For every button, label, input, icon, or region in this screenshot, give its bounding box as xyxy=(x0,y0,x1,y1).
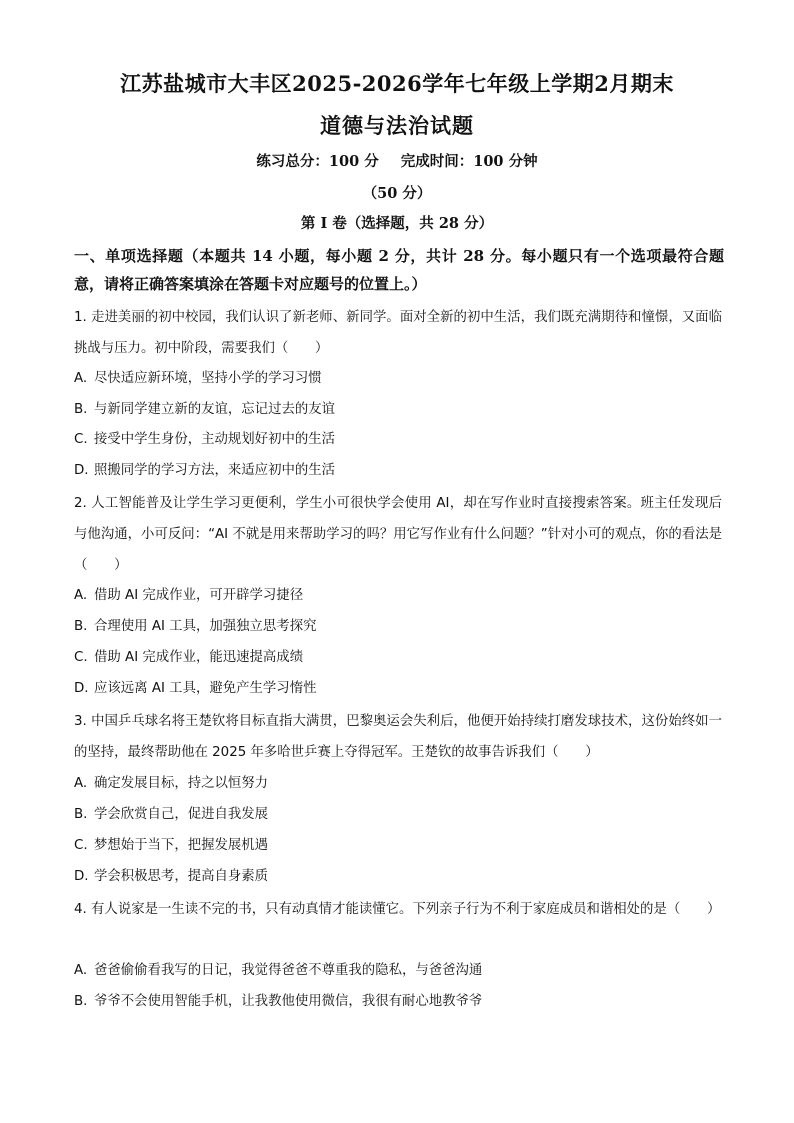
option-text: 借助 AI 完成作业，可开辟学习捷径 xyxy=(94,588,304,603)
question-option xyxy=(74,679,722,699)
question-stem: 4. 有人说家是一生读不完的书，只有动真情才能读懂它。下列亲子行为不利于家庭成员和谐相处的是（ ） xyxy=(74,902,721,917)
option-key: D. xyxy=(74,869,89,884)
question-stem: 2. 人工智能普及让学生学习更便利，学生小可很快学会使用 AI，却在写作业时直接搜索答案。班主任发现后与他沟通，小可反问：“AI 不就是用来帮助学习的吗？用它写作业有什么问题？”针对小可的观点，你的看法是（ ） xyxy=(74,496,722,573)
option-key: A. xyxy=(74,963,88,978)
option-key: B. xyxy=(74,807,88,822)
section-instruction: 一、单项选择题（本题共 14 小题，每小题 2 分，共计 28 分。每小题只有一个选项最符合题意，请将正确答案填涂在答题卡对应题号的位置上。） xyxy=(74,247,724,293)
question-option xyxy=(74,461,722,481)
question-option xyxy=(74,617,722,637)
volume-heading: 第 I 卷（选择题，共 28 分） xyxy=(300,215,494,232)
question-option xyxy=(74,400,722,420)
option-text: 应该远离 AI 工具，避免产生学习惰性 xyxy=(94,681,317,696)
total-score: 练习总分：100 分 xyxy=(256,153,379,170)
option-text: 照搬同学的学习方法，来适应初中的生活 xyxy=(94,463,336,478)
question-option xyxy=(74,867,722,887)
question-option xyxy=(74,992,722,1012)
exam-time: 完成时间：100 分钟 xyxy=(400,153,538,170)
option-key: C. xyxy=(74,432,88,447)
question-option xyxy=(74,774,722,794)
option-key: B. xyxy=(74,619,88,634)
option-text: 接受中学生身份，主动规划好初中的生活 xyxy=(94,432,336,447)
option-key: D. xyxy=(74,463,89,478)
question-option xyxy=(74,836,722,856)
option-text: 梦想始于当下，把握发展机遇 xyxy=(94,838,269,853)
exam-meta xyxy=(0,150,794,171)
option-text: 与新同学建立新的友谊，忘记过去的友谊 xyxy=(94,402,336,417)
option-key: A. xyxy=(74,371,88,386)
option-key: A. xyxy=(74,776,88,791)
option-text: 爸爸偷偷看我写的日记，我觉得爸爸不尊重我的隐私，与爸爸沟通 xyxy=(94,963,483,978)
question-option xyxy=(74,648,722,668)
question-option xyxy=(74,961,722,981)
section-score: （50 分） xyxy=(362,185,432,202)
question-option xyxy=(74,586,722,606)
exam-title: 江苏盐城市大丰区2025-2026学年七年级上学期2月期末 xyxy=(120,71,674,96)
question-stem: 1. 走进美丽的初中校园，我们认识了新老师、新同学。面对全新的初中生活，我们既充满期待和憧憬，又面临挑战与压力。初中阶段，需要我们（ ） xyxy=(74,310,722,356)
exam-subject-title: 道德与法治试题 xyxy=(320,113,474,138)
option-key: A. xyxy=(74,588,88,603)
option-text: 合理使用 AI 工具，加强独立思考探究 xyxy=(94,619,317,634)
option-text: 尽快适应新环境，坚持小学的学习习惯 xyxy=(94,371,322,386)
option-text: 学会欣赏自己，促进自我发展 xyxy=(94,807,269,822)
option-key: C. xyxy=(74,650,88,665)
option-text: 借助 AI 完成作业，能迅速提高成绩 xyxy=(94,650,304,665)
option-key: B. xyxy=(74,402,88,417)
question-stem: 3. 中国乒乓球名将王楚钦将目标直指大满贯，巴黎奥运会失利后，他便开始持续打磨发球技术，这份始终如一的坚持，最终帮助他在 2025 年多哈世乒赛上夺得冠军。王楚钦的故事告诉我们（ ） xyxy=(74,714,722,760)
option-key: D. xyxy=(74,681,89,696)
option-text: 学会积极思考，提高自身素质 xyxy=(94,869,269,884)
option-text: 确定发展目标，持之以恒努力 xyxy=(94,776,269,791)
question-option xyxy=(74,369,722,389)
question-option xyxy=(74,805,722,825)
option-key: C. xyxy=(74,838,88,853)
option-key: B. xyxy=(74,994,88,1009)
question-option xyxy=(74,430,722,450)
option-text: 爷爷不会使用智能手机，让我教他使用微信，我很有耐心地教爷爷 xyxy=(94,994,483,1009)
